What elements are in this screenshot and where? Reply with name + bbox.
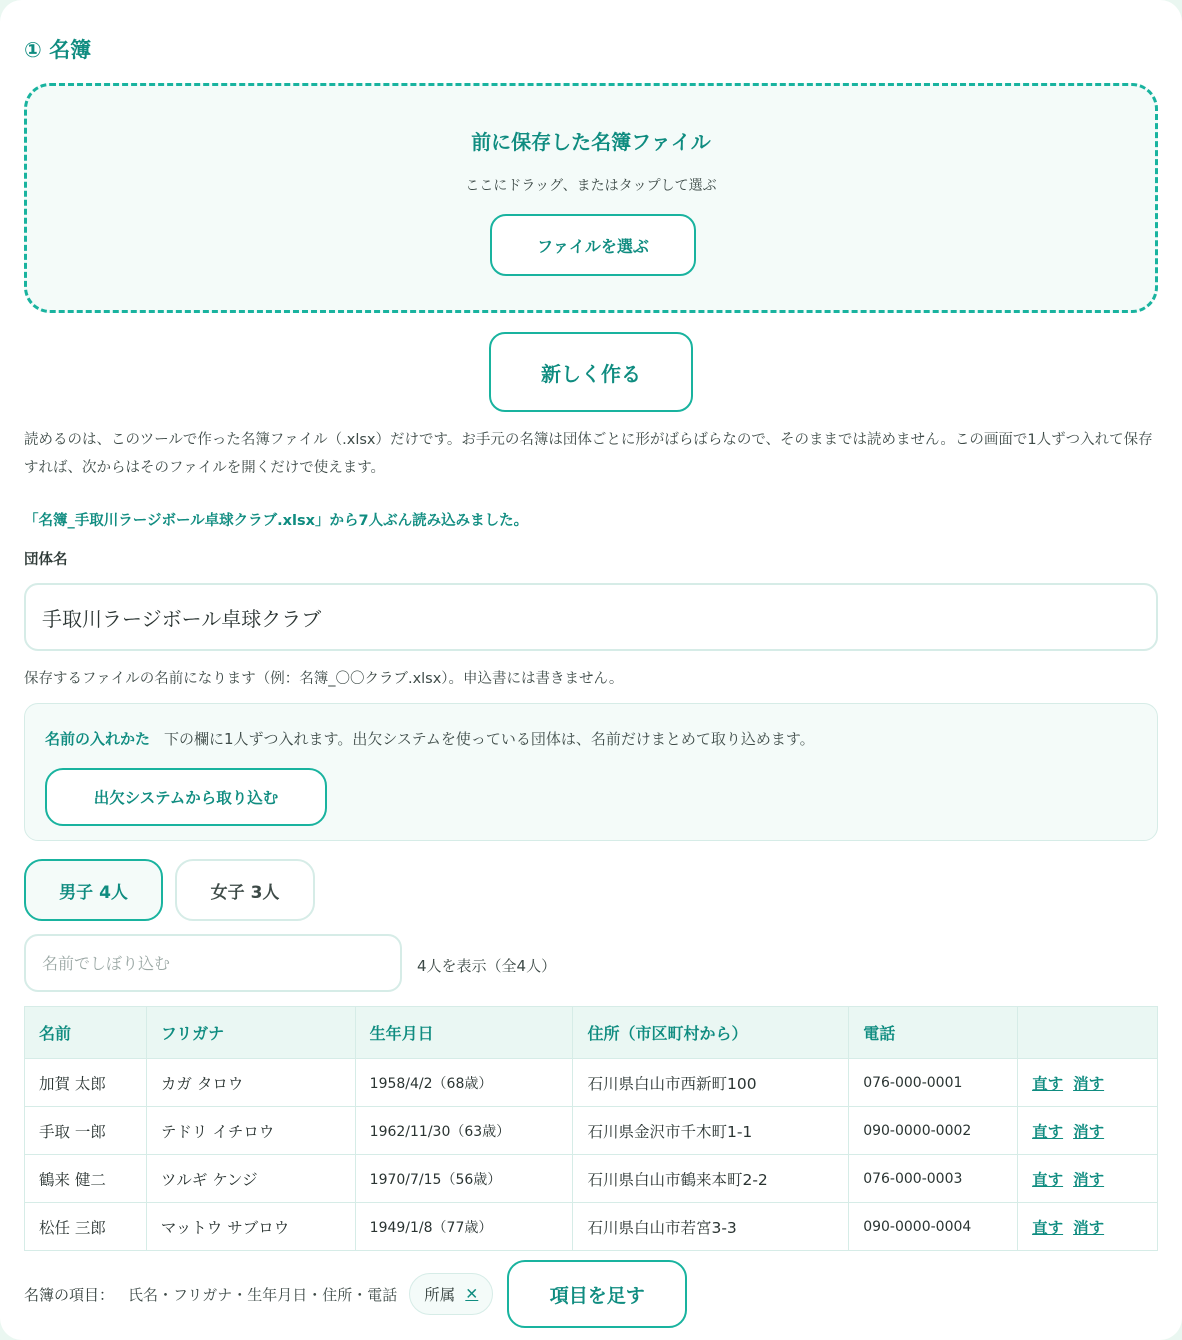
cell-name: 松任 三郎	[25, 1203, 147, 1251]
section-title: ① 名簿	[24, 38, 92, 62]
display-count: 4人を表示（全4人）	[417, 957, 557, 975]
table-row	[25, 1059, 1158, 1107]
roster-fields-row	[24, 1264, 687, 1324]
cell-kana: テドリ イチロウ	[146, 1107, 355, 1155]
cell-phone: 090-0000-0002	[849, 1107, 1018, 1155]
cell-kana: ツルギ ケンジ	[146, 1155, 355, 1203]
name-filter-input[interactable]	[24, 934, 402, 992]
cell-phone: 090-0000-0004	[849, 1203, 1018, 1251]
edit-link[interactable]: 直す	[1032, 1218, 1064, 1237]
chip-label: 所属	[424, 1286, 456, 1304]
choose-file-button[interactable]: ファイルを選ぶ	[490, 214, 696, 276]
tab-male-label: 男子	[59, 882, 94, 903]
cell-kana: カガ タロウ	[146, 1059, 355, 1107]
header-kana: フリガナ	[146, 1007, 355, 1059]
tab-male-count: 4人	[99, 882, 128, 903]
loaded-status-message: 「名簿_手取川ラージボール卓球クラブ.xlsx」から7人ぶん読み込みました。	[24, 513, 529, 529]
group-name-hint: 保存するファイルの名前になります（例：名簿_〇〇クラブ.xlsx）。申込書には書きません。	[24, 671, 624, 687]
tab-female[interactable]	[175, 859, 315, 921]
table-row	[25, 1107, 1158, 1155]
cell-address: 石川県金沢市千木町1-1	[573, 1107, 849, 1155]
group-name-label: 団体名	[24, 552, 68, 568]
help-heading: 名前の入れかた	[45, 730, 151, 748]
cell-birth: 1970/7/15（56歳）	[355, 1155, 573, 1203]
help-line	[45, 728, 815, 749]
table-header-row	[25, 1007, 1158, 1059]
table-row	[25, 1155, 1158, 1203]
header-actions	[1018, 1007, 1158, 1059]
cell-phone: 076-000-0003	[849, 1155, 1018, 1203]
cell-address: 石川県白山市西新町100	[573, 1059, 849, 1107]
fields-list: 氏名・フリガナ・生年月日・住所・電話	[128, 1285, 398, 1304]
edit-link[interactable]: 直す	[1032, 1170, 1064, 1189]
cell-kana: マットウ サブロウ	[146, 1203, 355, 1251]
remove-field-icon[interactable]: ✕	[465, 1285, 479, 1303]
cell-actions	[1018, 1203, 1158, 1251]
cell-actions	[1018, 1107, 1158, 1155]
cell-birth: 1962/11/30（63歳）	[355, 1107, 573, 1155]
header-address: 住所（市区町村から）	[573, 1007, 849, 1059]
cell-phone: 076-000-0001	[849, 1059, 1018, 1107]
table-row	[25, 1203, 1158, 1251]
group-name-input[interactable]	[24, 583, 1158, 651]
roster-table	[24, 1006, 1158, 1251]
tab-female-label: 女子	[210, 882, 245, 903]
cell-actions	[1018, 1155, 1158, 1203]
tab-male[interactable]	[24, 859, 163, 921]
cell-birth: 1949/1/8（77歳）	[355, 1203, 573, 1251]
cell-address: 石川県白山市鶴来本町2-2	[573, 1155, 849, 1203]
import-from-attendance-button[interactable]: 出欠システムから取り込む	[45, 768, 327, 826]
add-field-button[interactable]: 項目を足す	[507, 1260, 687, 1328]
header-birth: 生年月日	[355, 1007, 573, 1059]
field-chip-affiliation	[409, 1273, 493, 1315]
name-entry-help-box	[24, 703, 1158, 841]
create-new-button[interactable]: 新しく作る	[489, 332, 693, 412]
dropzone-title: 前に保存した名簿ファイル	[471, 130, 711, 154]
file-dropzone[interactable]	[24, 83, 1158, 313]
delete-link[interactable]: 消す	[1073, 1218, 1105, 1237]
dropzone-subtitle: ここにドラッグ、またはタップして選ぶ	[465, 178, 717, 194]
delete-link[interactable]: 消す	[1073, 1170, 1105, 1189]
cell-birth: 1958/4/2（68歳）	[355, 1059, 573, 1107]
cell-address: 石川県白山市若宮3-3	[573, 1203, 849, 1251]
help-text: 下の欄に1人ずつ入れます。出欠システムを使っている団体は、名前だけまとめて取り込めます。	[164, 730, 815, 748]
header-phone: 電話	[849, 1007, 1018, 1059]
cell-name: 手取 一郎	[25, 1107, 147, 1155]
explanation-text: 読めるのは、このツールで作った名簿ファイル（.xlsx）だけです。お手元の名簿は団体ごとに形がばらばらなので、そのままでは読めません。この画面で1人ずつ入れて保存すれば、次からはそのファイルを開くだけで使えます。	[24, 432, 1153, 476]
tab-female-count: 3人	[250, 882, 280, 903]
cell-name: 加賀 太郎	[25, 1059, 147, 1107]
delete-link[interactable]: 消す	[1073, 1074, 1105, 1093]
edit-link[interactable]: 直す	[1032, 1122, 1064, 1141]
edit-link[interactable]: 直す	[1032, 1074, 1064, 1093]
cell-name: 鶴来 健二	[25, 1155, 147, 1203]
delete-link[interactable]: 消す	[1073, 1122, 1105, 1141]
fields-label: 名簿の項目：	[24, 1285, 115, 1304]
header-name: 名前	[25, 1007, 147, 1059]
cell-actions	[1018, 1059, 1158, 1107]
